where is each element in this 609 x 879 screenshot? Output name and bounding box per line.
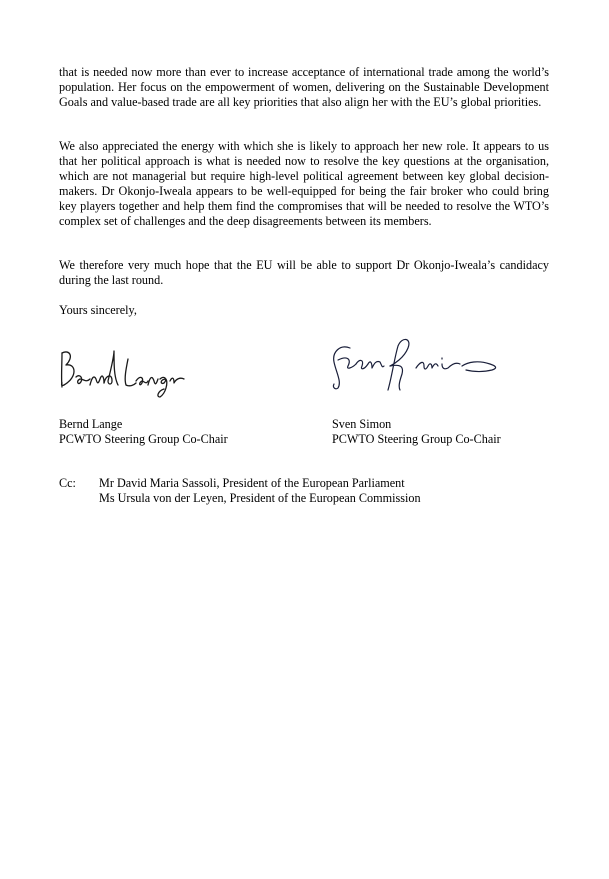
cc-recipient: Mr David Maria Sassoli, President of the European Parliament <box>99 476 405 490</box>
signatory-block-2 <box>332 417 501 447</box>
signatory-name: Bernd Lange <box>59 417 123 431</box>
cc-label: Cc: <box>59 476 76 490</box>
body-paragraph-2: We also appreciated the energy with which she is likely to approach her new role. It appears to us that her political approach is what is needed now to resolve the key questions at the organisation, which are not managerial but require high-level political agreement between key global decision-makers. Dr Okonjo-Iweala appears to be well-equipped for being the fair broker who could bring key players together and help them find the compromises that will be needed to resolve the WTO’s complex set of challenges and the deep disagreements between its members. <box>59 139 549 229</box>
signatory-block-1 <box>59 417 228 447</box>
signatory-title: PCWTO Steering Group Co-Chair <box>59 432 228 447</box>
signature-sven-simon <box>328 330 508 395</box>
signatory-name: Sven Simon <box>332 417 392 431</box>
cc-recipient-list <box>99 476 421 506</box>
body-paragraph-1: that is needed now more than ever to increase acceptance of international trade among the world’s population. Her focus on the empowerment of women, delivering on the Sustainable Development Goals and value-based trade are all key priorities that also align her with the EU’s global priorities. <box>59 65 549 110</box>
cc-recipient: Ms Ursula von der Leyen, President of the European Commission <box>99 491 421 506</box>
body-paragraph-3: We therefore very much hope that the EU will be able to support Dr Okonjo-Iweala’s candidacy during the last round. <box>59 258 549 288</box>
signatory-title: PCWTO Steering Group Co-Chair <box>332 432 501 447</box>
closing-line: Yours sincerely, <box>59 303 137 317</box>
signature-bernd-lange <box>56 345 196 400</box>
